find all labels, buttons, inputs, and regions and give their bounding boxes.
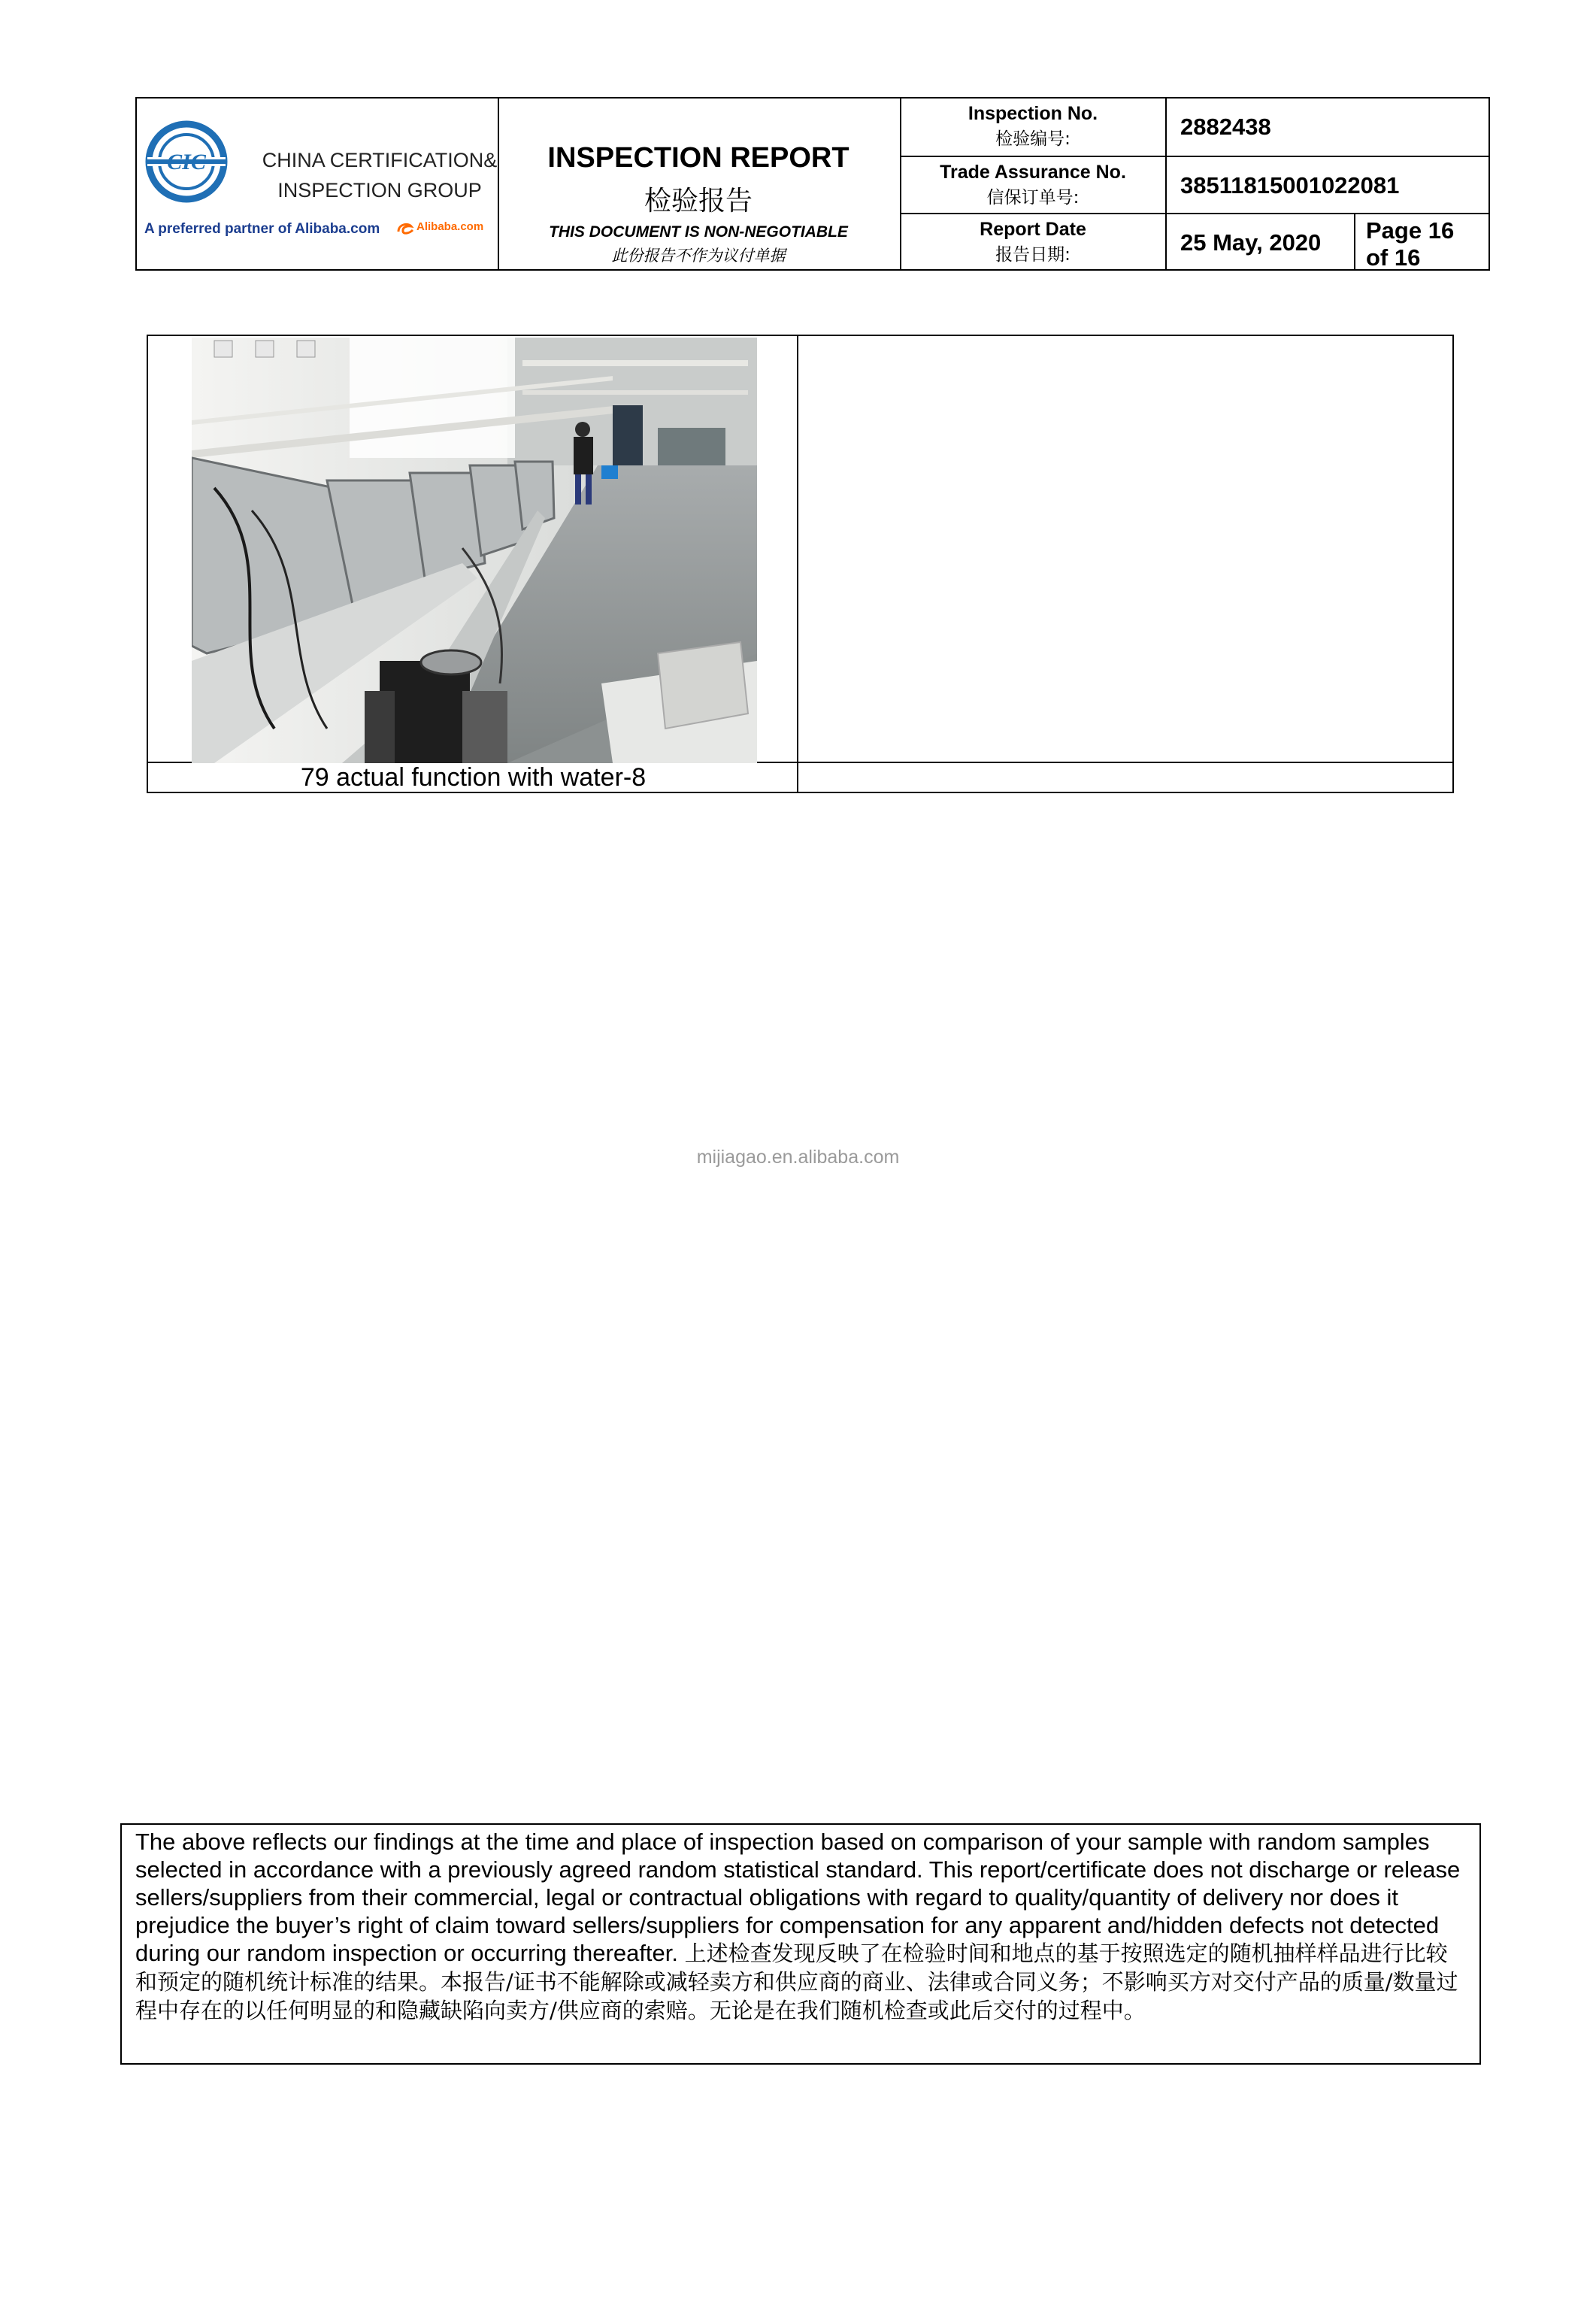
trade-assurance-no: 38511815001022081 — [1180, 172, 1400, 198]
report-date: 25 May, 2020 — [1180, 229, 1322, 256]
disclaimer-cn: 上述检查发现反映了在检验时间和地点的基于按照选定的随机抽样样品进行比较和预定的随机统计标准的结果。本报告/证书不能解除或减轻卖方和供应商的商业、法律或合同义务；不影响买方对交付产品的质量/数量过程中存在的以任何明显的和隐藏缺陷向卖方/供应商的索赔。无论是在我们随机检查或此后交付的过程中。 — [135, 1941, 1458, 2023]
inspection-photo — [192, 338, 757, 763]
trade-assurance-label: Trade Assurance No. 信保订单号: — [940, 162, 1126, 208]
report-date-label: Report Date 报告日期: — [980, 219, 1086, 265]
photo-table — [147, 335, 1454, 793]
partner-text: A preferred partner of Alibaba.com — [144, 221, 380, 237]
inspection-no: 2882438 — [1180, 114, 1271, 140]
disclaimer-box — [120, 1823, 1481, 2065]
non-negotiable-notice: THIS DOCUMENT IS NON-NEGOTIABLE — [549, 223, 848, 241]
report-title: INSPECTION REPORT — [547, 142, 849, 174]
logo-text: CIC — [167, 150, 206, 174]
photo-caption: 79 actual function with water-8 — [300, 763, 647, 792]
watermark: mijiagao.en.alibaba.com — [696, 1147, 900, 1168]
alibaba-logo — [396, 220, 490, 238]
inspection-no-label: Inspection No. 检验编号: — [968, 103, 1098, 149]
non-negotiable-notice-cn: 此份报告不作为议付单据 — [611, 247, 786, 265]
report-title-cn: 检验报告 — [644, 186, 753, 217]
svg-text:Alibaba.com: Alibaba.com — [416, 220, 484, 233]
cic-logo — [144, 120, 229, 204]
photo-caption-right — [798, 762, 1454, 793]
disclaimer-en: The above reflects our findings at the time and place of inspection based on comparison of your sample with random samples selected in accordance with a previously agreed random statistical standard. This report/certificate does not discharge or release sellers/suppliers from their commercial, legal or contractual obligations with regard to quality/quantity of delivery nor does it prejudice the buyer’s right of claim toward sellers/suppliers for compensation for any apparent and/hidden defects not detected during our random inspection or occurring thereafter. — [135, 1829, 1461, 1966]
report-header — [135, 97, 1490, 271]
company-name: CHINA CERTIFICATION& INSPECTION GROUP — [262, 149, 498, 202]
page-number: Page 16 of 16 — [1366, 217, 1455, 271]
